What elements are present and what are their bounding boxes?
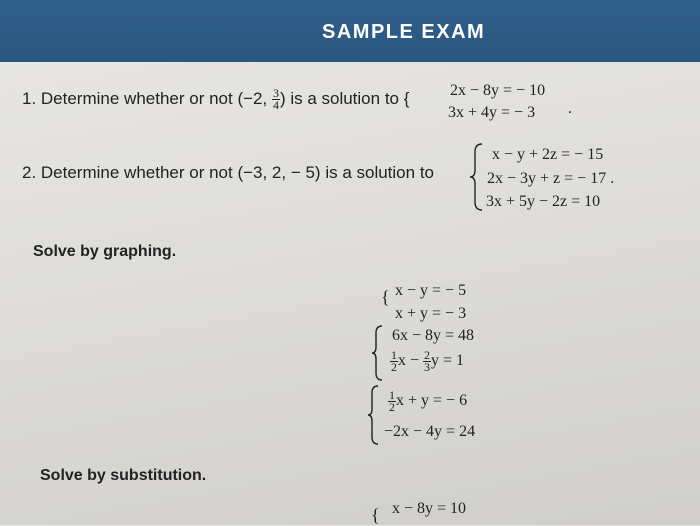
graphing-system-3-brace-icon [366, 384, 380, 446]
graphing-system-2-eq-2: $\frac{1}{2}$ x − $\frac{2}{3}$ y = 1 [391, 348, 465, 374]
fraction-two-thirds: $\frac{2}{3}$ [424, 348, 431, 374]
question-1-text-a: 1. Determine whether or not (−2, [22, 88, 272, 108]
q2-equation-1: x − y + 2z = − 15 [492, 146, 604, 163]
exam-header [0, 0, 700, 62]
graphing-system-2-brace-icon [370, 324, 384, 382]
graphing-system-3-eq-1: $\frac{1}{2}$ x + y = − 6 [389, 388, 468, 414]
q1-equation-1: 2x − 8y = − 10 [450, 82, 546, 99]
substitution-system-1-eq-1: x − 8y = 10 [392, 500, 467, 517]
question-2-text: 2. Determine whether or not (−3, 2, − 5) is a solution to [22, 163, 434, 182]
graphing-heading: Solve by graphing. [33, 243, 177, 260]
q2-equation-2: 2x − 3y + z = − 17 . [487, 170, 615, 187]
graphing-system-1-eq-2: x + y = − 3 [395, 305, 467, 322]
fraction-one-half: $\frac{1}{2}$ [389, 388, 395, 414]
q2-equation-3: 3x + 5y − 2z = 10 [486, 193, 601, 210]
graphing-system-1-eq-1: x − y = − 5 [395, 282, 467, 299]
q1-equation-2: 3x + 4y = − 3 [448, 104, 536, 121]
graphing-system-2-eq-1: 6x − 8y = 48 [392, 327, 475, 344]
graphing-system-1-brace: { [381, 287, 390, 307]
q1-end-period: . [568, 100, 572, 117]
substitution-system-1-brace: { [371, 505, 380, 525]
question-1-fraction: $\frac{3}{4}$ [272, 86, 279, 112]
substitution-heading: Solve by substitution. [40, 467, 207, 484]
fraction-one-half: $\frac{1}{2}$ [391, 348, 397, 374]
exam-title: SAMPLE EXAM [322, 21, 486, 43]
question-1-text-b: ) is a solution to { [279, 88, 410, 108]
graphing-system-3-eq-2: −2x − 4y = 24 [384, 423, 476, 440]
question-1 [22, 88, 409, 111]
q2-brace-icon [468, 142, 484, 212]
